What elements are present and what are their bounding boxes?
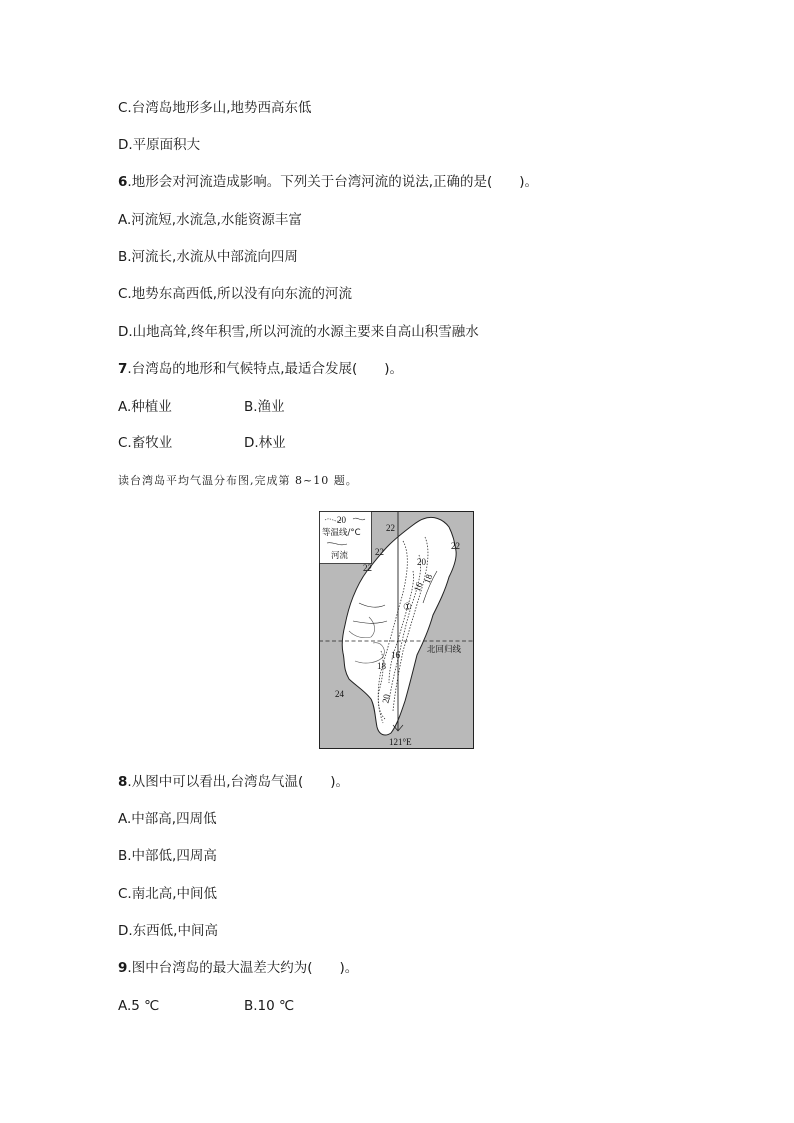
q7-number: 7 — [118, 361, 128, 377]
q8-option-b: B.中部低,四周高 — [118, 848, 217, 864]
map-intro: 读台湾岛平均气温分布图,完成第 8~10 题。 — [118, 474, 358, 487]
taiwan-temperature-map — [319, 511, 474, 749]
isotherm-label-22a: 22 — [386, 523, 395, 533]
q5-option-c: C.台湾岛地形多山,地势西高东低 — [118, 100, 312, 116]
map-svg — [319, 511, 474, 749]
legend-isotherm-label: 等温线/°C — [322, 528, 361, 538]
q9-option-a: A.5 ℃ — [118, 998, 160, 1014]
q6-option-d: D.山地高耸,终年积雪,所以河流的水源主要来自高山积雪融水 — [118, 324, 479, 340]
tropic-label: 北回归线 — [427, 645, 462, 655]
meridian-label: 121°E — [389, 737, 412, 747]
q6-option-a: A.河流短,水流急,水能资源丰富 — [118, 212, 302, 228]
q7-options-row1 — [118, 398, 285, 416]
q9-stem-text: .图中台湾岛的最大温差大约为( )。 — [127, 960, 359, 976]
q9-stem — [118, 959, 358, 977]
q9-options-row1 — [118, 997, 295, 1015]
q7-options-row2 — [118, 434, 286, 452]
q7-stem-text: .台湾岛的地形和气候特点,最适合发展( )。 — [127, 361, 404, 377]
q8-stem — [118, 773, 349, 791]
legend-value: 20 — [337, 515, 346, 525]
q7-option-b: B.渔业 — [244, 399, 285, 415]
isotherm-label-22d: 22 — [451, 541, 460, 551]
circle-marker-1: ① — [403, 602, 412, 613]
isotherm-label-24: 24 — [335, 689, 344, 699]
q7-option-d: D.林业 — [244, 435, 286, 451]
isotherm-label-18b: 18 — [377, 661, 386, 671]
q8-stem-text: .从图中可以看出,台湾岛气温( )。 — [127, 774, 350, 790]
isotherm-label-20a: 20 — [417, 557, 426, 567]
q8-option-c: C.南北高,中间低 — [118, 886, 218, 902]
q8-option-d: D.东西低,中间高 — [118, 923, 218, 939]
q6-stem — [118, 173, 538, 191]
legend-river-label: 河流 — [331, 551, 349, 561]
isotherm-label-16b: 16 — [391, 650, 400, 660]
q9-number: 9 — [118, 960, 128, 976]
q7-stem — [118, 360, 403, 378]
q6-option-c: C.地势东高西低,所以没有向东流的河流 — [118, 286, 353, 302]
isotherm-label-22b: 22 — [375, 547, 384, 557]
q6-number: 6 — [118, 174, 128, 190]
q6-stem-text: .地形会对河流造成影响。下列关于台湾河流的说法,正确的是( )。 — [127, 174, 539, 190]
q6-option-b: B.河流长,水流从中部流向四周 — [118, 249, 298, 265]
q7-option-c: C.畜牧业 — [118, 435, 173, 451]
isotherm-label-16a: 16 — [411, 580, 425, 593]
q8-number: 8 — [118, 774, 128, 790]
isotherm-label-20b: 20 — [380, 693, 392, 704]
isotherm-label-22c: 22 — [363, 563, 372, 573]
q8-option-a: A.中部高,四周低 — [118, 811, 217, 827]
q7-option-a: A.种植业 — [118, 399, 172, 415]
isotherm-label-18a: 18 — [421, 572, 435, 585]
q5-option-d: D.平原面积大 — [118, 137, 201, 153]
q9-option-b: B.10 ℃ — [244, 998, 295, 1014]
